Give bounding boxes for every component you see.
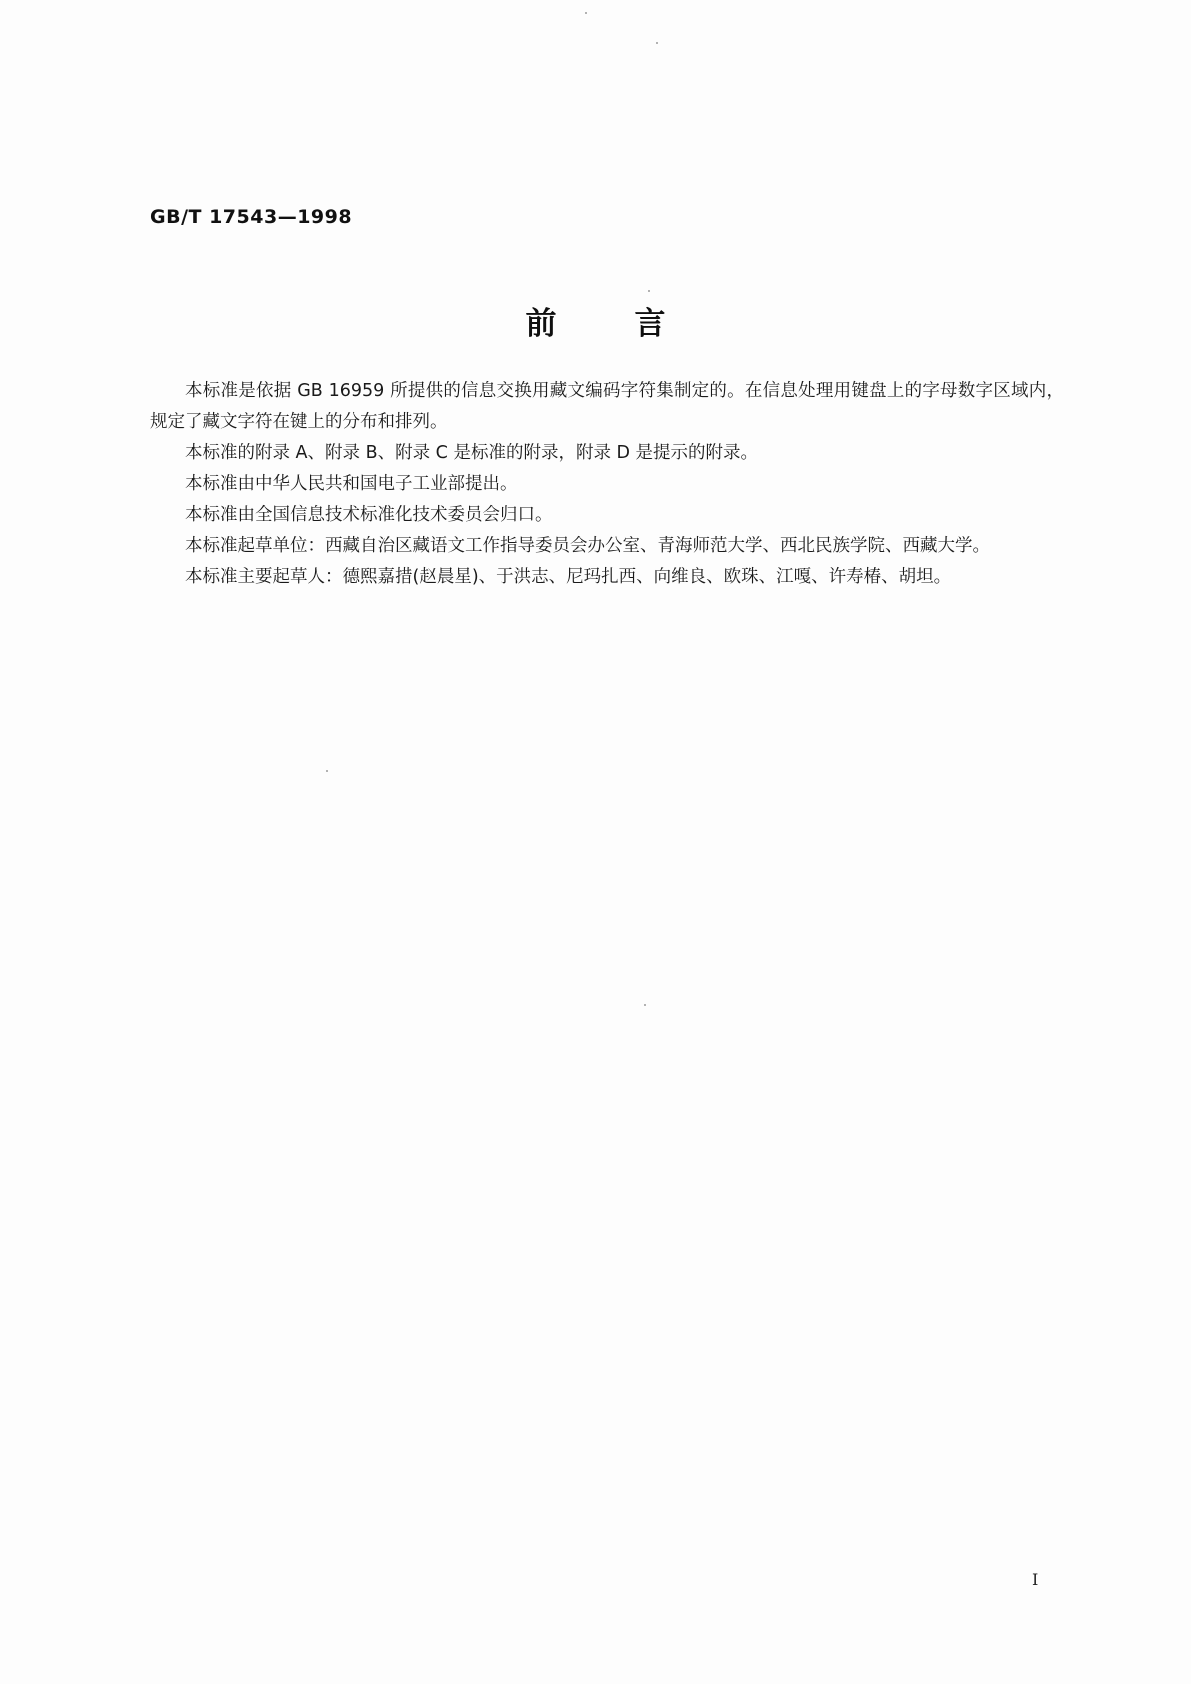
paragraph-drafters: 本标准主要起草人：德熙嘉措(赵晨星)、于洪志、尼玛扎西、向维良、欧珠、江嘎、许寿椿、胡坦。: [185, 567, 952, 587]
foreword-body: [150, 376, 1064, 593]
paragraph-appendices: 本标准的附录 A、附录 B、附录 C 是标准的附录，附录 D 是提示的附录。: [185, 443, 759, 463]
scan-speck: [326, 770, 328, 772]
paragraph-proposer: 本标准由中华人民共和国电子工业部提出。: [185, 474, 518, 494]
scan-speck: [644, 1004, 646, 1006]
scan-speck: [585, 12, 587, 14]
paragraph-basis: 本标准是依据 GB 16959 所提供的信息交换用藏文编码字符集制定的。在信息处理用键盘上的字母数字区域内，规定了藏文字符在键上的分布和排列。: [150, 381, 1064, 432]
paragraph-drafting-units: 本标准起草单位：西藏自治区藏语文工作指导委员会办公室、青海师范大学、西北民族学院、西藏大学。: [185, 536, 990, 556]
page-number: I: [1032, 1570, 1039, 1589]
scan-speck: [656, 42, 658, 44]
paragraph-committee: 本标准由全国信息技术标准化技术委员会归口。: [185, 505, 553, 525]
page-title: 前言: [525, 306, 744, 342]
scan-speck: [648, 290, 650, 292]
standard-code: GB/T 17543—1998: [150, 206, 353, 228]
